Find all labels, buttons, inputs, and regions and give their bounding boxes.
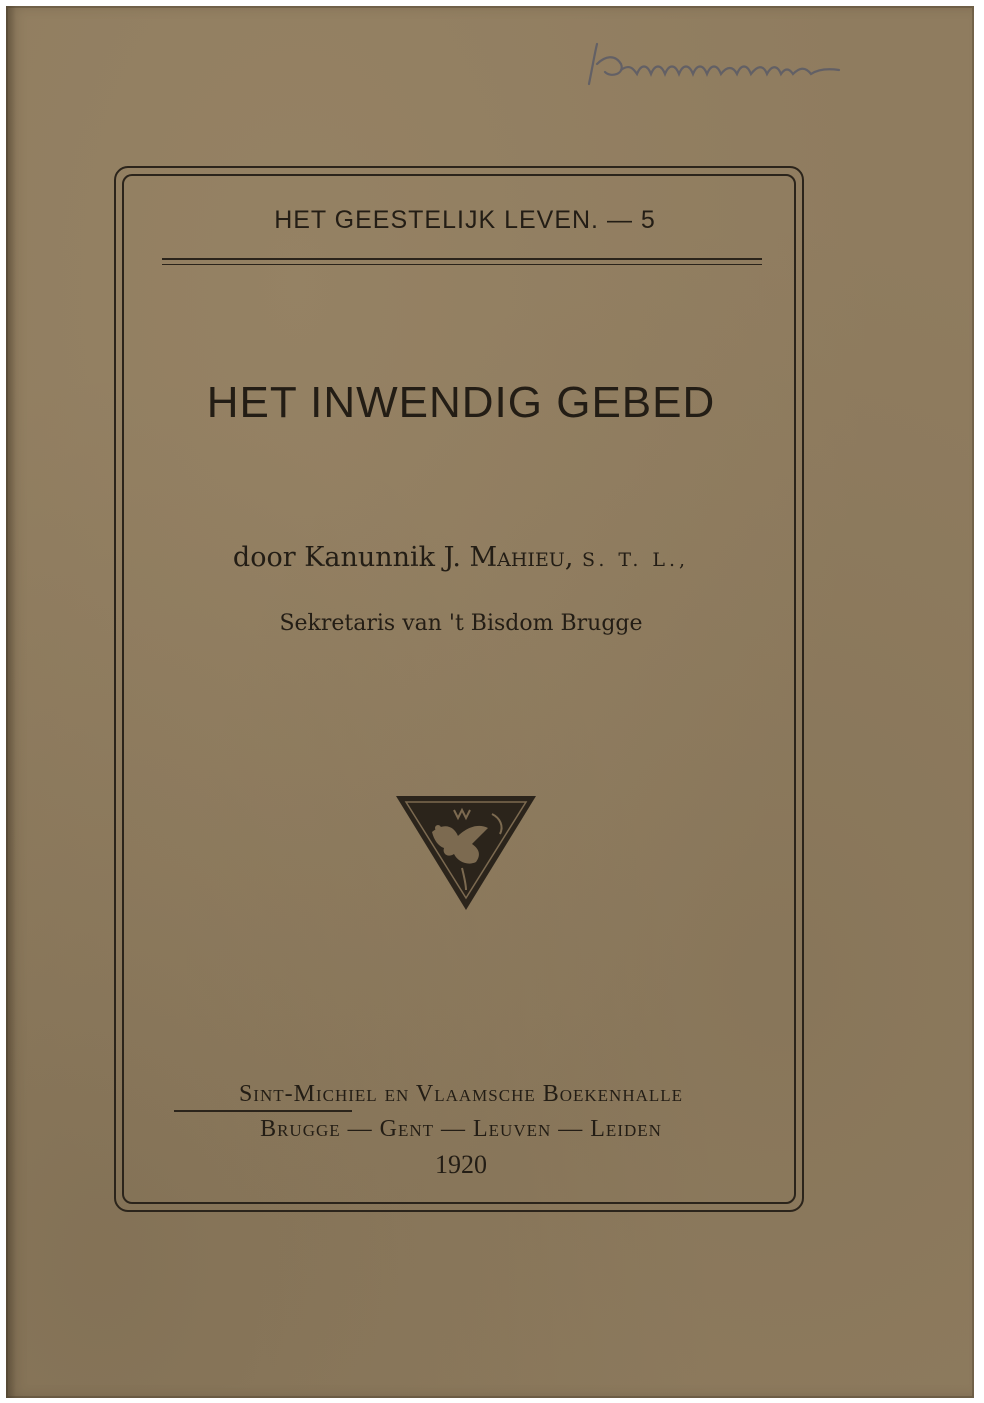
inner-border-frame [122,174,796,1204]
cover-spine-edge [6,6,16,1398]
series-title: HET GEESTELIJK LEVEN. — 5 [274,206,656,234]
handwritten-signature [581,34,851,94]
publisher-emblem-icon [392,792,540,914]
series-rule-thick [162,258,762,260]
series-rule-thin [162,264,762,265]
book-cover [6,6,974,1398]
author-degree: S. T. L., [582,549,690,571]
author-line [146,542,776,573]
publisher-cities: Brugge — Gent — Leuven — Leiden [260,1116,662,1142]
publisher-underline [174,1110,352,1112]
author-role: Sekretaris van 't Bisdom Brugge [279,611,643,636]
author-prefix: door Kanunnik J. [232,542,461,573]
publisher-name: Sint-Michiel en Vlaamsche Boekenhalle [238,1081,684,1107]
publication-year: 1920 [435,1150,487,1179]
book-title: HET INWENDIG GEBED [206,378,716,427]
author-name: Mahieu, [469,542,574,573]
